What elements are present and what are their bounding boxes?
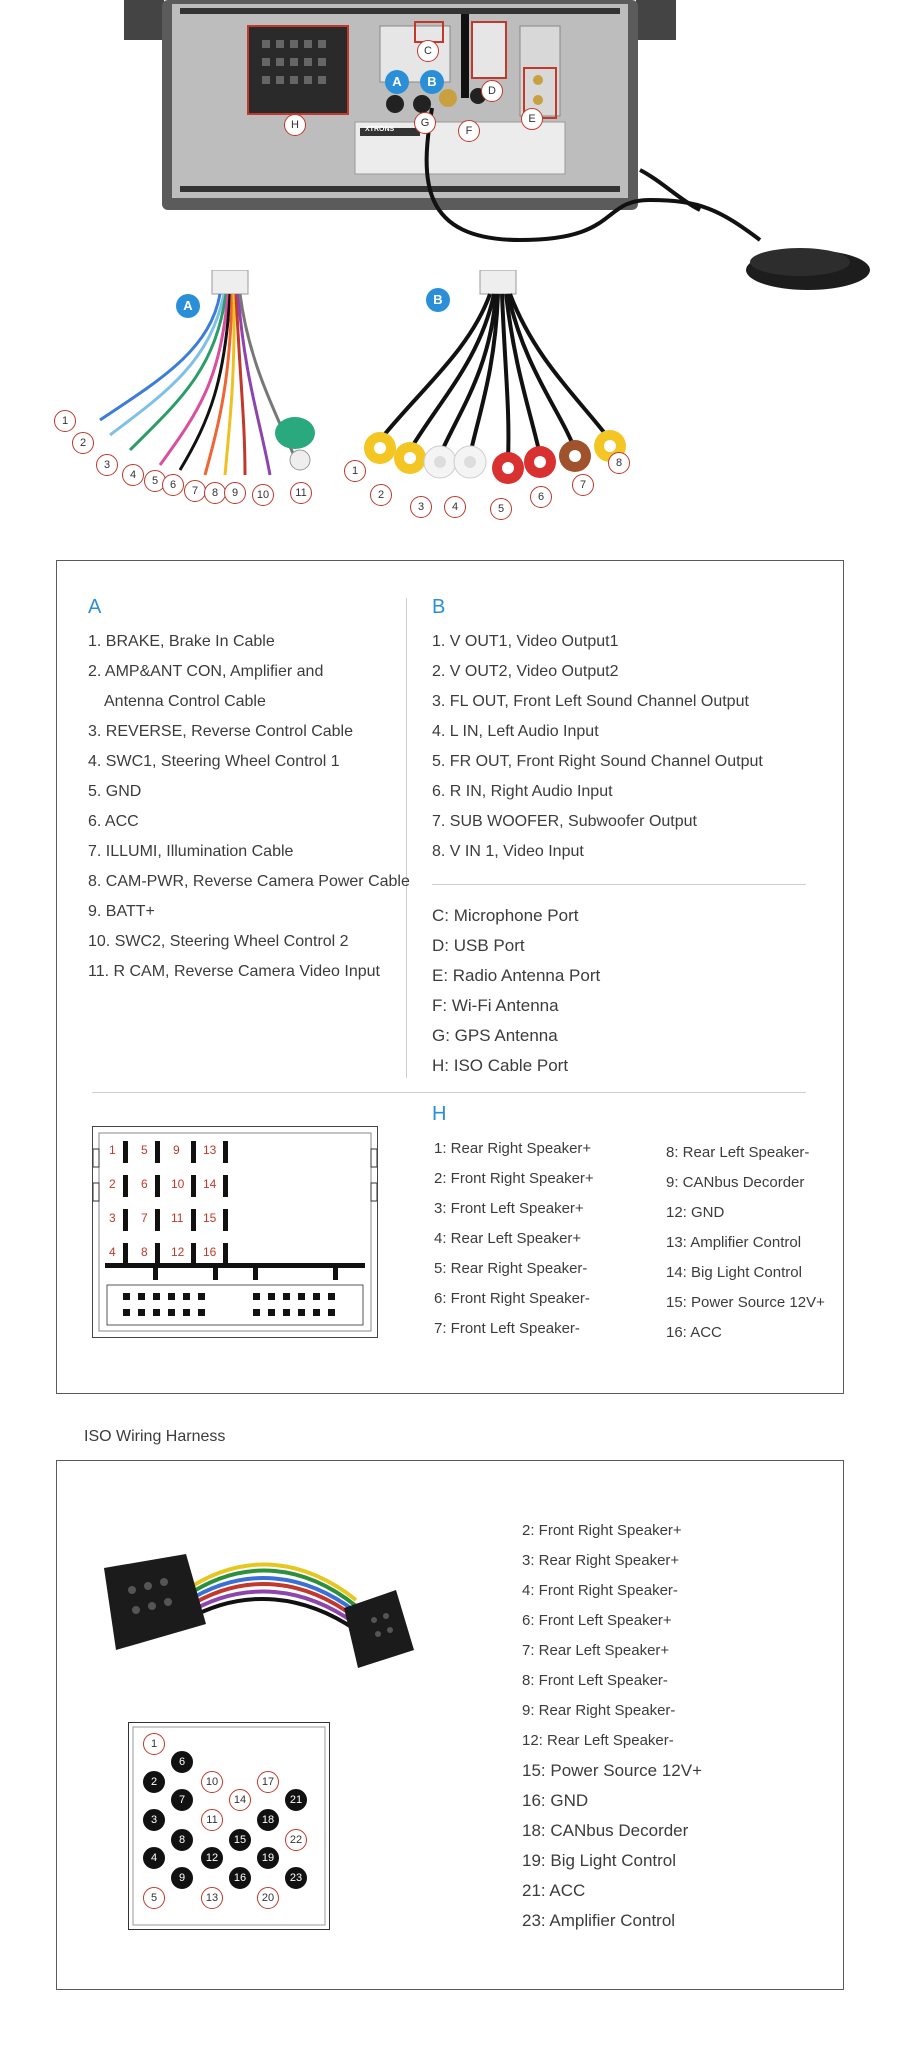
iso-harness-pin-diagram	[128, 1722, 330, 1930]
b-section-divider	[432, 884, 806, 885]
callout-a-port: A	[385, 70, 409, 94]
h-pin-3: 3: Front Left Speaker+	[434, 1200, 584, 1217]
a-item-7: 7. ILLUMI, Illumination Cable	[88, 843, 294, 860]
callout-b-port: B	[420, 70, 444, 94]
iso-pin-6-filled: 6	[171, 1751, 193, 1773]
iso-pin-13: 13	[203, 1143, 217, 1157]
callout-h: H	[284, 114, 306, 136]
iso-pin-16-filled: 16	[229, 1867, 251, 1889]
harness-a-callout-2: 2	[72, 432, 94, 454]
a-item-11: 11. R CAM, Reverse Camera Video Input	[88, 963, 380, 980]
iso-pin-9: 9	[173, 1143, 180, 1157]
harness-b-photo	[340, 270, 640, 520]
iso-item-19: 19: Big Light Control	[522, 1851, 677, 1870]
iso-pin-3: 3	[109, 1211, 116, 1225]
iso-pin-8-filled: 8	[171, 1829, 193, 1851]
iso-pin-9-filled: 9	[171, 1867, 193, 1889]
iso-pin-list	[522, 1516, 702, 1936]
h-left-list	[434, 1134, 594, 1344]
section-b-title: B	[432, 596, 446, 618]
section-a-title: A	[88, 596, 102, 618]
harness-b-callout-8: 8	[608, 452, 630, 474]
iso-item-9: 9: Rear Right Speaker-	[522, 1702, 676, 1719]
harness-b-callout-1: 1	[344, 460, 366, 482]
h-right-list	[666, 1138, 825, 1348]
a-item-8: 8. CAM-PWR, Reverse Camera Power Cable	[88, 873, 410, 890]
iso-pin-3-filled: 3	[143, 1809, 165, 1831]
iso-item-6: 6: Front Left Speaker+	[522, 1612, 672, 1629]
iso-pin-18-filled: 18	[257, 1809, 279, 1831]
h-pin-5: 5: Rear Right Speaker-	[434, 1260, 588, 1277]
head-unit-rear-illustration	[0, 0, 900, 290]
head-unit-photo	[0, 0, 900, 290]
port-g: G: GPS Antenna	[432, 1026, 558, 1045]
iso-pin-2-filled: 2	[143, 1771, 165, 1793]
callout-c: C	[417, 40, 439, 62]
iso-pin-7: 7	[141, 1211, 148, 1225]
harness-a-callout-5: 5	[144, 470, 166, 492]
iso-item-7: 7: Rear Left Speaker+	[522, 1642, 670, 1659]
iso-pin-21-filled: 21	[285, 1789, 307, 1811]
iso-pin-7-filled: 7	[171, 1789, 193, 1811]
iso-pin-15-filled: 15	[229, 1829, 251, 1851]
b-item-7: 7. SUB WOOFER, Subwoofer Output	[432, 813, 697, 830]
b-item-2: 2. V OUT2, Video Output2	[432, 663, 619, 680]
harness-b-label: B	[426, 288, 450, 312]
callout-d: D	[481, 80, 503, 102]
iso-pin-2: 2	[109, 1177, 116, 1191]
h-pin-15: 15: Power Source 12V+	[666, 1294, 825, 1311]
iso-item-18: 18: CANbus Decorder	[522, 1821, 689, 1840]
port-e: E: Radio Antenna Port	[432, 966, 601, 985]
h-pin-2: 2: Front Right Speaker+	[434, 1170, 594, 1187]
h-pin-7: 7: Front Left Speaker-	[434, 1320, 580, 1337]
a-item-1: 1. BRAKE, Brake In Cable	[88, 633, 275, 650]
h-pin-13: 13: Amplifier Control	[666, 1234, 802, 1251]
h-pin-1: 1: Rear Right Speaker+	[434, 1140, 592, 1157]
iso-pin-1: 1	[109, 1143, 116, 1157]
iso-pin-14-open: 14	[229, 1789, 251, 1811]
iso-pin-17-open: 17	[257, 1771, 279, 1793]
harness-a-photo	[40, 270, 340, 520]
iso-pin-11-open: 11	[201, 1809, 223, 1831]
iso-port-diagram	[92, 1126, 378, 1338]
iso-item-2: 2: Front Right Speaker+	[522, 1522, 682, 1539]
iso-pin-4-filled: 4	[143, 1847, 165, 1869]
iso-section-title: ISO Wiring Harness	[84, 1428, 226, 1445]
h-pin-8: 8: Rear Left Speaker-	[666, 1144, 810, 1161]
iso-pin-10: 10	[171, 1177, 185, 1191]
iso-item-15: 15: Power Source 12V+	[522, 1761, 703, 1780]
iso-pin-5: 5	[141, 1143, 148, 1157]
b-item-5: 5. FR OUT, Front Right Sound Channel Output	[432, 753, 763, 770]
iso-pin-14: 14	[203, 1177, 217, 1191]
callout-e: E	[521, 108, 543, 130]
iso-pin-23-filled: 23	[285, 1867, 307, 1889]
iso-item-3: 3: Rear Right Speaker+	[522, 1552, 680, 1569]
harness-b-callout-7: 7	[572, 474, 594, 496]
iso-harness-illustration	[96, 1520, 426, 1670]
port-f: F: Wi-Fi Antenna	[432, 996, 559, 1015]
harness-a-callout-4: 4	[122, 464, 144, 486]
b-item-6: 6. R IN, Right Audio Input	[432, 783, 613, 800]
iso-item-12: 12: Rear Left Speaker-	[522, 1732, 674, 1749]
iso-pin-16: 16	[203, 1245, 217, 1259]
iso-pin-11: 11	[171, 1211, 184, 1225]
b-item-3: 3. FL OUT, Front Left Sound Channel Output	[432, 693, 749, 710]
h-pin-9: 9: CANbus Decorder	[666, 1174, 805, 1191]
callout-f: F	[458, 120, 480, 142]
iso-pin-12: 12	[171, 1245, 185, 1259]
b-item-8: 8. V IN 1, Video Input	[432, 843, 584, 860]
iso-pin-10-open: 10	[201, 1771, 223, 1793]
h-section-divider	[92, 1092, 806, 1093]
iso-pin-8: 8	[141, 1245, 148, 1259]
b-item-4: 4. L IN, Left Audio Input	[432, 723, 599, 740]
iso-pin-19-filled: 19	[257, 1847, 279, 1869]
harness-a-callout-7: 7	[184, 480, 206, 502]
harness-b-callout-3: 3	[410, 496, 432, 518]
callout-g: G	[414, 112, 436, 134]
port-c: C: Microphone Port	[432, 906, 579, 925]
harness-b-callout-2: 2	[370, 484, 392, 506]
iso-port-diagram-drawing	[93, 1127, 377, 1337]
a-item-6: 6. ACC	[88, 813, 139, 830]
a-item-5: 5. GND	[88, 783, 142, 800]
h-pin-16: 16: ACC	[666, 1324, 722, 1341]
section-a-list	[88, 627, 410, 987]
harness-a-callout-9: 9	[224, 482, 246, 504]
harness-a-callout-8: 8	[204, 482, 226, 504]
iso-item-21: 21: ACC	[522, 1881, 586, 1900]
ports-list	[432, 901, 600, 1081]
iso-harness-photo	[96, 1520, 426, 1670]
xtrons-logo: XTRONS	[365, 126, 395, 133]
harness-b-illustration	[340, 270, 640, 520]
a-item-9: 9. BATT+	[88, 903, 155, 920]
iso-pin-6: 6	[141, 1177, 148, 1191]
harness-a-callout-10: 10	[252, 484, 274, 506]
iso-pin-5-open: 5	[143, 1887, 165, 1909]
iso-item-8: 8: Front Left Speaker-	[522, 1672, 668, 1689]
harness-a-callout-6: 6	[162, 474, 184, 496]
iso-pin-13-open: 13	[201, 1887, 223, 1909]
iso-pin-22-open: 22	[285, 1829, 307, 1851]
harness-a-callout-3: 3	[96, 454, 118, 476]
iso-item-16: 16: GND	[522, 1791, 589, 1810]
harness-a-label: A	[176, 294, 200, 318]
a-item-4: 4. SWC1, Steering Wheel Control 1	[88, 753, 340, 770]
section-b-list	[432, 627, 763, 867]
harness-b-callout-5: 5	[490, 498, 512, 520]
harness-b-callout-6: 6	[530, 486, 552, 508]
iso-item-23: 23: Amplifier Control	[522, 1911, 676, 1930]
iso-item-4: 4: Front Right Speaker-	[522, 1582, 678, 1599]
section-h-title: H	[432, 1103, 447, 1125]
harness-a-callout-1: 1	[54, 410, 76, 432]
h-pin-4: 4: Rear Left Speaker+	[434, 1230, 582, 1247]
h-pin-14: 14: Big Light Control	[666, 1264, 802, 1281]
a-item-2: 2. AMP&ANT CON, Amplifier and	[88, 663, 324, 680]
h-pin-6: 6: Front Right Speaker-	[434, 1290, 590, 1307]
port-h: H: ISO Cable Port	[432, 1056, 569, 1075]
a-item-2-cont: Antenna Control Cable	[104, 693, 266, 710]
h-pin-12: 12: GND	[666, 1204, 725, 1221]
iso-pin-15: 15	[203, 1211, 217, 1225]
b-item-1: 1. V OUT1, Video Output1	[432, 633, 619, 650]
iso-pin-12-filled: 12	[201, 1847, 223, 1869]
harness-a-callout-11: 11	[290, 482, 312, 504]
iso-pin-20-open: 20	[257, 1887, 279, 1909]
harness-b-callout-4: 4	[444, 496, 466, 518]
a-item-3: 3. REVERSE, Reverse Control Cable	[88, 723, 353, 740]
port-d: D: USB Port	[432, 936, 525, 955]
iso-pin-1-open: 1	[143, 1733, 165, 1755]
a-item-10: 10. SWC2, Steering Wheel Control 2	[88, 933, 349, 950]
iso-pin-4: 4	[109, 1245, 116, 1259]
